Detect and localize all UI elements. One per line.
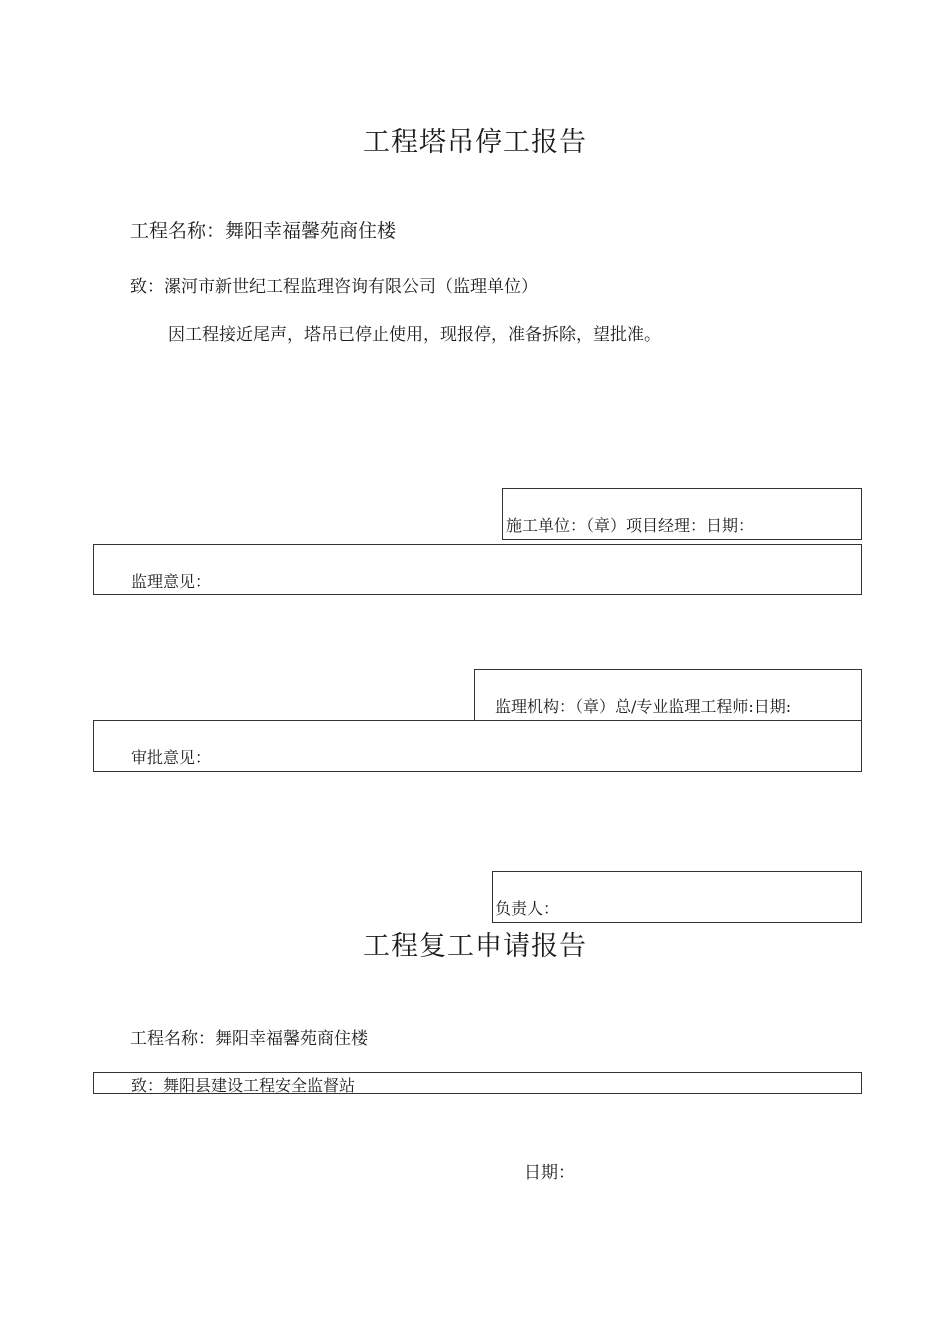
addressee-line: 致：漯河市新世纪工程监理咨询有限公司（监理单位）	[130, 277, 538, 297]
report-title: 工程塔吊停工报告	[363, 127, 587, 158]
contractor-sign-box	[502, 488, 862, 540]
report2-project-name: 工程名称：舞阳幸福馨苑商住楼	[130, 1029, 368, 1049]
report-body: 因工程接近尾声，塔吊已停止使用，现报停，准备拆除，望批准。	[168, 325, 661, 345]
report2-addressee-line: 致：舞阳县建设工程安全监督站	[131, 1076, 356, 1095]
report2-addressee-box	[93, 1072, 862, 1094]
project-name: 工程名称：舞阳幸福馨苑商住楼	[130, 220, 397, 242]
supervision-opinion-label: 监理意见：	[131, 572, 212, 591]
contractor-sign-label: 施工单位：（章）项目经理：日期：	[506, 516, 755, 535]
report2-date-label: 日期：	[524, 1163, 575, 1183]
supervision-opinion-box	[93, 544, 862, 595]
approval-opinion-label: 审批意见：	[131, 748, 212, 767]
responsible-box	[492, 871, 862, 923]
supervision-sign-label: 监理机构：（章）总/专业监理工程师:日期:	[495, 697, 792, 716]
responsible-label: 负责人：	[495, 899, 560, 918]
supervision-sign-box	[474, 669, 862, 721]
report2-title: 工程复工申请报告	[363, 931, 587, 962]
approval-opinion-box	[93, 720, 862, 772]
